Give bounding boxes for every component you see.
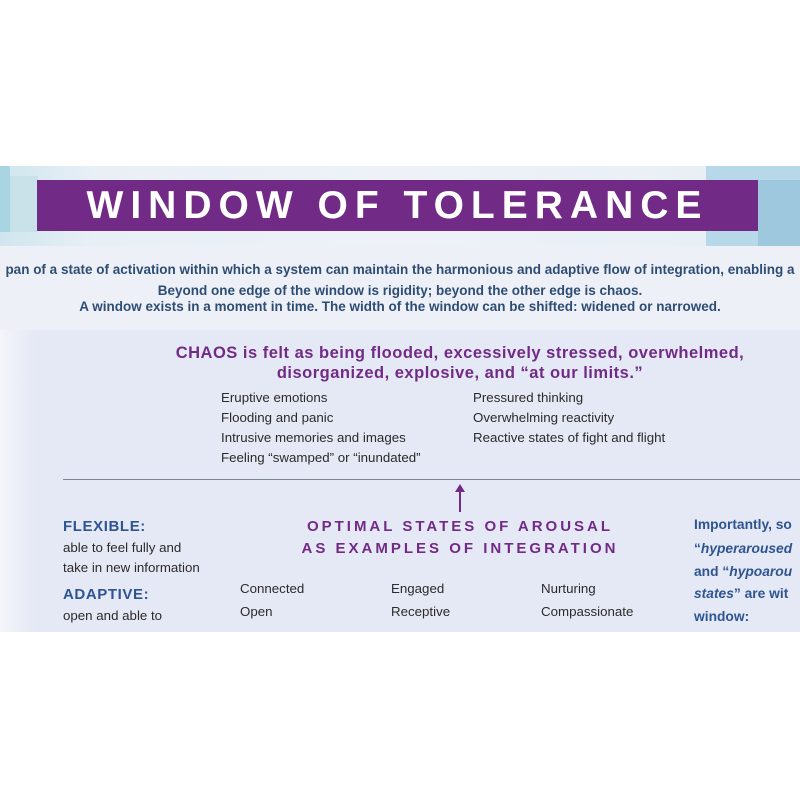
chaos-item: Overwhelming reactivity bbox=[473, 410, 615, 425]
chaos-item: Reactive states of fight and flight bbox=[473, 430, 666, 445]
right-note-hypoaroused: hypoarou bbox=[729, 564, 793, 579]
definition-line-3: A window exists in a moment in time. The width of the window can be shifted: widened or narrowed. bbox=[79, 299, 721, 314]
right-note-hyperaroused: hyperaroused bbox=[700, 541, 793, 556]
right-note-line-1: Importantly, so bbox=[694, 517, 792, 532]
optimal-heading-line-2: AS EXAMPLES OF INTEGRATION bbox=[301, 540, 619, 557]
flexible-text: able to feel fully and bbox=[63, 540, 182, 555]
right-note-are-within: ” are wit bbox=[733, 586, 789, 601]
decor-tile-left bbox=[0, 166, 10, 232]
right-note-states: states bbox=[694, 586, 734, 601]
flexible-text: take in new information bbox=[63, 560, 200, 575]
right-note-line-3 bbox=[694, 564, 792, 579]
optimal-item: Engaged bbox=[391, 581, 445, 596]
chaos-item: Eruptive emotions bbox=[221, 390, 328, 405]
optimal-item: Open bbox=[240, 604, 273, 619]
divider-rule bbox=[63, 479, 800, 480]
flexible-label: FLEXIBLE: bbox=[63, 518, 146, 535]
optimal-item: Connected bbox=[240, 581, 305, 596]
adaptive-label: ADAPTIVE: bbox=[63, 586, 150, 603]
window-of-tolerance-poster bbox=[0, 166, 800, 632]
chaos-item: Intrusive memories and images bbox=[221, 430, 406, 445]
right-note-and: and “ bbox=[694, 564, 730, 579]
optimal-heading-line-1: OPTIMAL STATES OF AROUSAL bbox=[306, 518, 614, 535]
decor-tile-right-dark bbox=[758, 180, 800, 248]
decor-tile-left-light bbox=[10, 176, 38, 232]
chaos-item: Pressured thinking bbox=[473, 390, 584, 405]
title-banner bbox=[37, 180, 758, 231]
optimal-item: Compassionate bbox=[541, 604, 634, 619]
arrow-up-shaft bbox=[459, 488, 461, 512]
right-note-line-2 bbox=[694, 541, 792, 556]
optimal-item: Nurturing bbox=[541, 581, 596, 596]
right-note-line-5: window: bbox=[694, 609, 750, 624]
optimal-item: Receptive bbox=[391, 604, 451, 619]
definition-line-1: pan of a state of activation within which a system can maintain the harmonious and adaptive flow of integration, enabling a bbox=[5, 262, 795, 277]
chaos-item: Feeling “swamped” or “inundated” bbox=[221, 450, 421, 465]
definition-line-2: Beyond one edge of the window is rigidity; beyond the other edge is chaos. bbox=[157, 283, 643, 298]
page-title: WINDOW OF TOLERANCE bbox=[86, 183, 709, 227]
left-shadow bbox=[0, 330, 36, 632]
right-note-quote: “ bbox=[694, 541, 701, 556]
chaos-item: Flooding and panic bbox=[221, 410, 334, 425]
right-note-line-4 bbox=[694, 586, 788, 601]
chaos-heading-line-1: CHAOS is felt as being flooded, excessively stressed, overwhelmed, bbox=[175, 344, 745, 362]
chaos-heading-line-2: disorganized, explosive, and “at our limits.” bbox=[276, 364, 644, 382]
adaptive-text: open and able to bbox=[63, 608, 163, 623]
